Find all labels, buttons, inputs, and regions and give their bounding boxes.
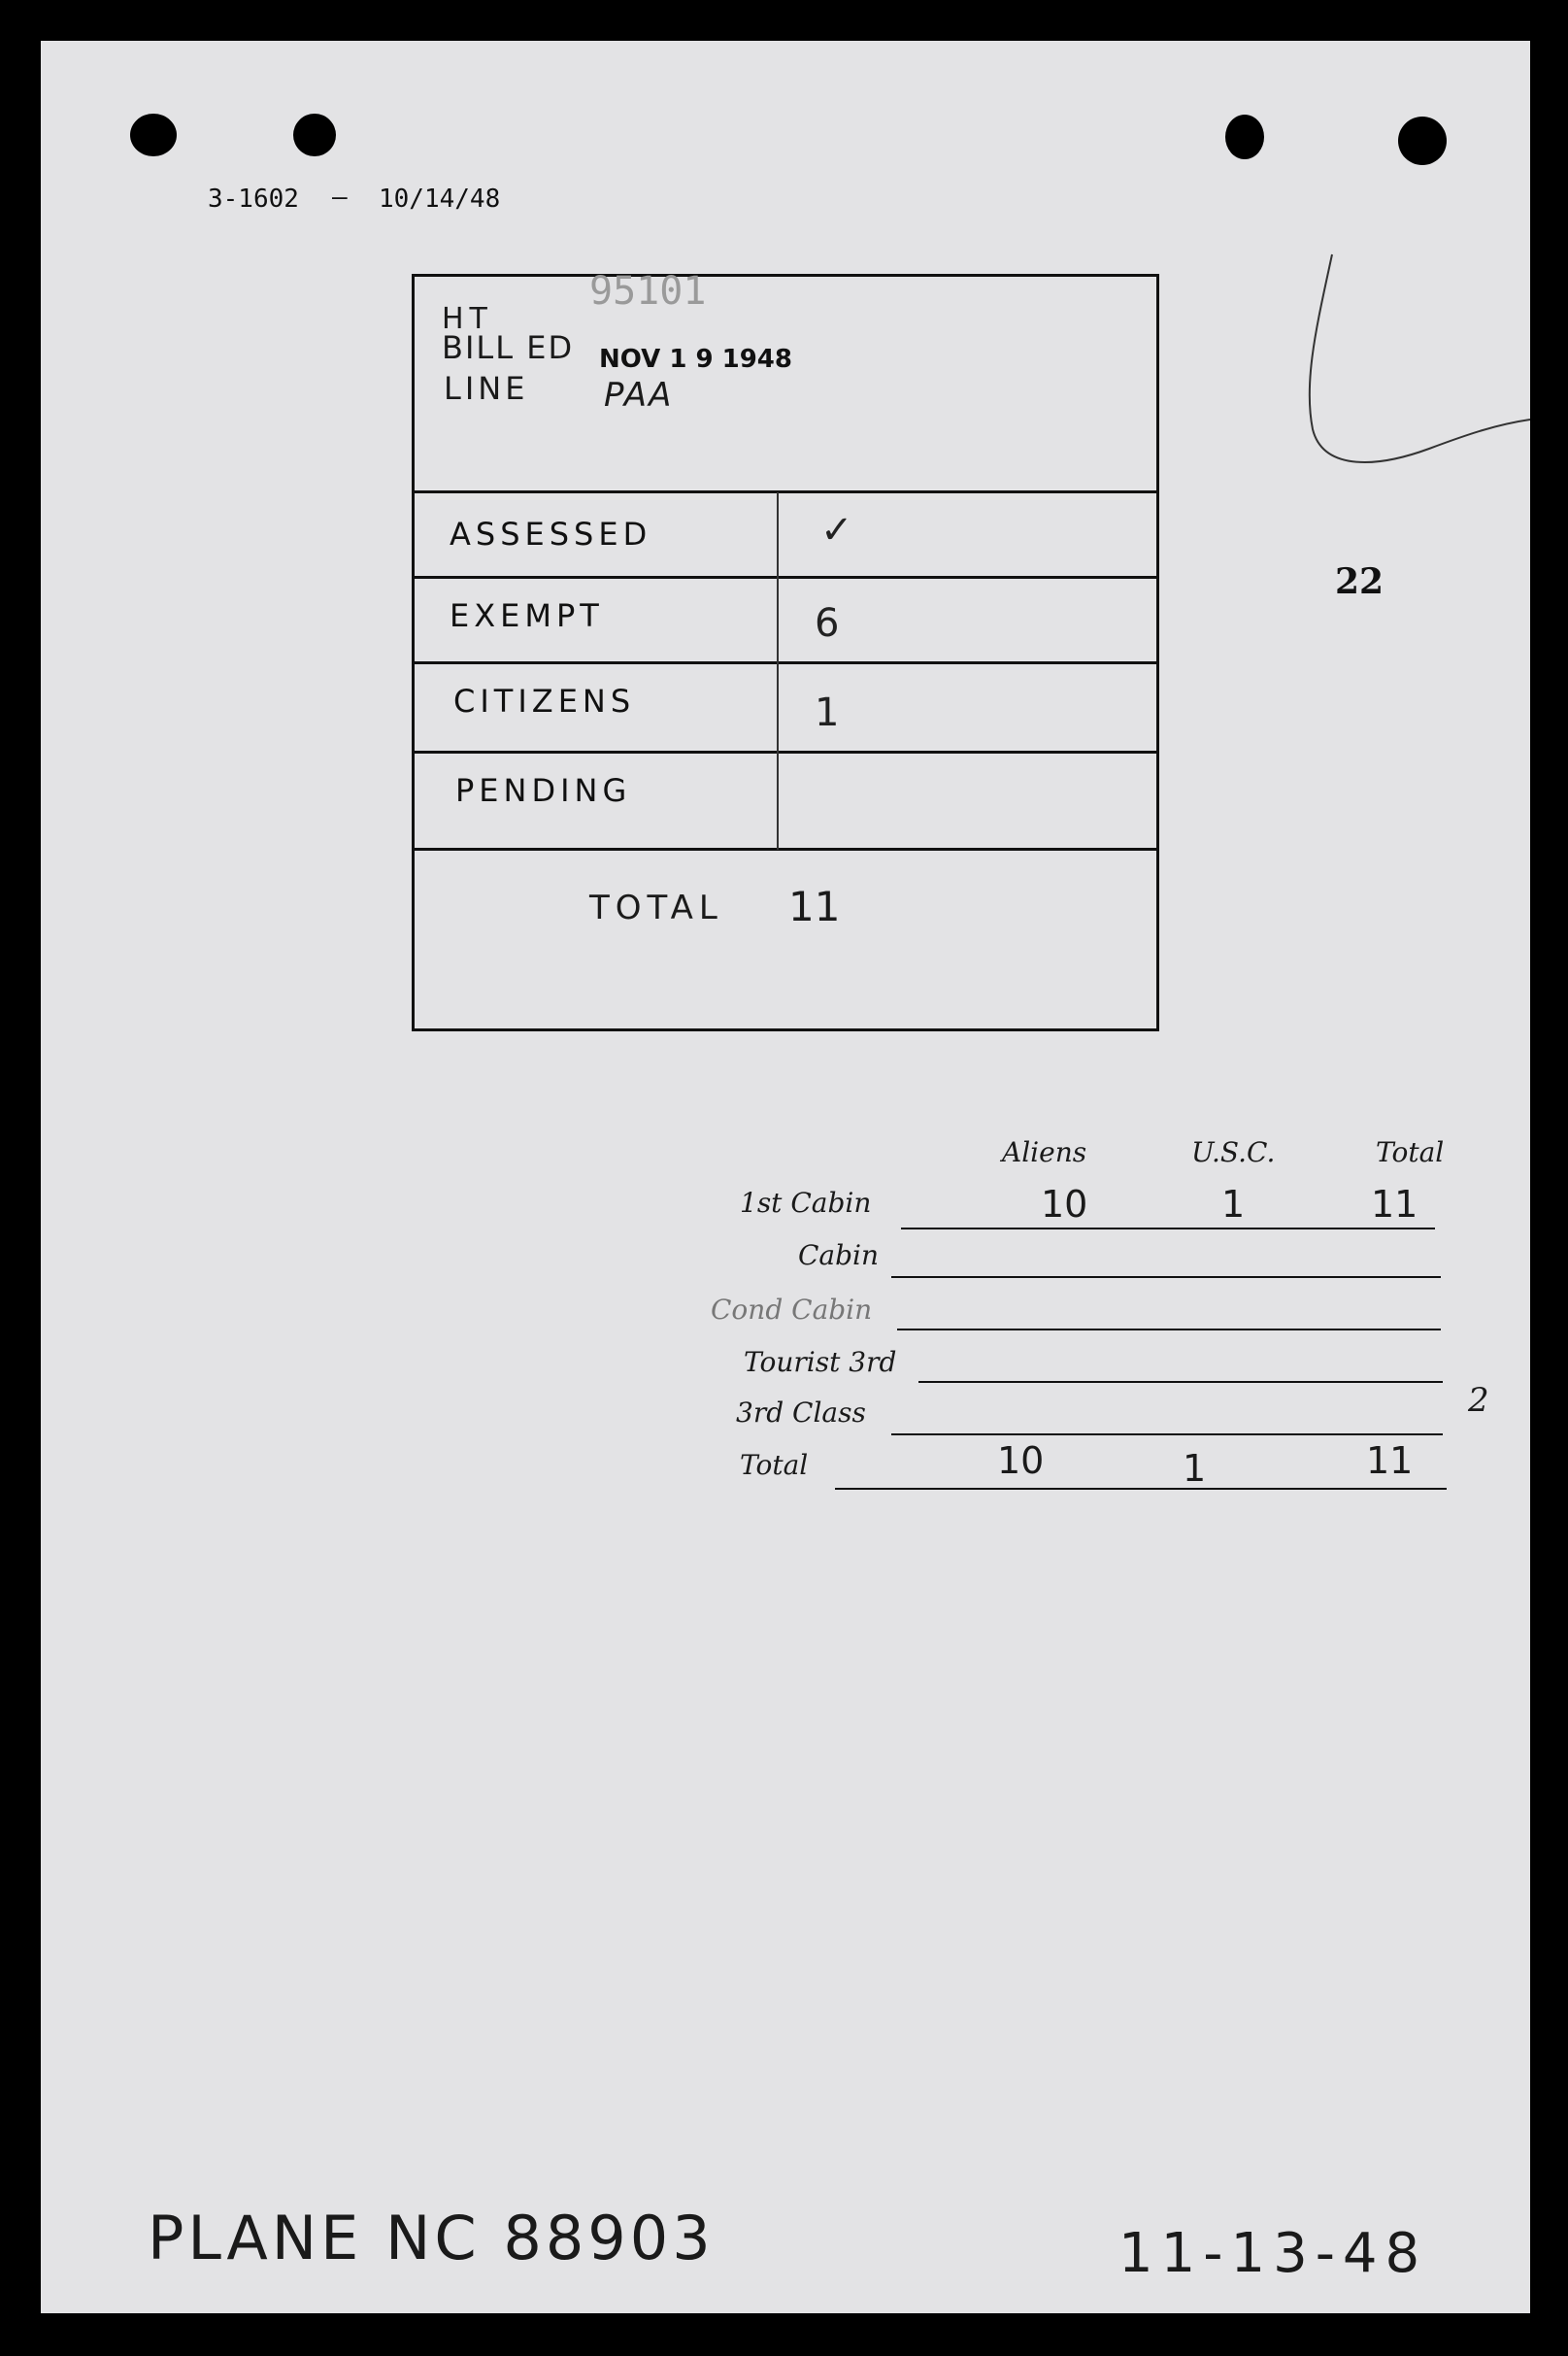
class-row-line xyxy=(918,1381,1443,1383)
row-label-pending: PENDING xyxy=(455,772,632,809)
stamp-billed-label: BILL ED xyxy=(442,329,575,366)
punch-hole-left-2 xyxy=(293,114,336,156)
class-row-line xyxy=(897,1329,1441,1330)
stamp-divider xyxy=(415,576,1156,579)
stamp-line-label: LINE xyxy=(444,370,529,407)
class-row-label: 3rd Class xyxy=(736,1397,866,1429)
row-value-citizens: 1 xyxy=(815,690,840,735)
class-row-total: 11 xyxy=(1366,1439,1414,1482)
stamp-divider xyxy=(415,751,1156,754)
header-dash: — xyxy=(332,183,348,212)
plane-identifier: PLANE NC 88903 xyxy=(148,2203,715,2273)
inspection-stamp-box xyxy=(412,269,1159,1031)
row-label-assessed: ASSESSED xyxy=(450,516,652,553)
stamp-serial: 95101 xyxy=(589,269,707,314)
class-row-label: Tourist 3rd xyxy=(744,1346,897,1378)
class-row-label: 1st Cabin xyxy=(740,1187,872,1219)
class-row-line xyxy=(901,1228,1435,1229)
document-page xyxy=(41,41,1530,2313)
header-date: 10/14/48 xyxy=(379,185,501,214)
stamp-line-value: PAA xyxy=(604,376,674,415)
punch-hole-right-2 xyxy=(1398,117,1447,165)
column-header-aliens: Aliens xyxy=(1002,1136,1087,1168)
row-value-assessed: ✓ xyxy=(820,508,853,553)
stamp-column-divider xyxy=(777,492,779,850)
class-row-aliens: 10 xyxy=(997,1439,1045,1482)
class-row-usc: 1 xyxy=(1221,1183,1246,1226)
stamp-billed-date: NOV 1 9 1948 xyxy=(599,345,792,374)
row-label-exempt: EXEMPT xyxy=(450,597,604,634)
class-row-label: Cond Cabin xyxy=(711,1294,873,1326)
stamp-divider xyxy=(415,848,1156,851)
class-row-aliens: 10 xyxy=(1041,1183,1088,1226)
page-number: 22 xyxy=(1335,561,1385,602)
footer-date: 11-13-48 xyxy=(1118,2222,1428,2285)
class-row-label: Total xyxy=(740,1449,809,1481)
column-header-usc: U.S.C. xyxy=(1191,1136,1276,1168)
punch-hole-left-1 xyxy=(130,114,177,156)
class-row-usc: 1 xyxy=(1183,1447,1207,1490)
margin-mark: 2 xyxy=(1468,1381,1489,1420)
column-header-total: Total xyxy=(1376,1136,1445,1168)
pencil-curve-mark xyxy=(1264,216,1530,507)
stamp-ht: HT xyxy=(442,302,493,336)
row-value-exempt: 6 xyxy=(815,601,840,646)
stamp-divider xyxy=(415,490,1156,493)
file-reference: 3-1602 xyxy=(208,185,299,214)
class-row-total: 11 xyxy=(1371,1183,1418,1226)
class-row-line xyxy=(891,1433,1443,1435)
class-row-label: Cabin xyxy=(798,1239,880,1271)
stamp-total-label: TOTAL xyxy=(589,889,723,927)
punch-hole-right-1 xyxy=(1225,115,1264,159)
class-row-line xyxy=(835,1488,1447,1490)
stamp-divider xyxy=(415,661,1156,664)
stamp-total-value: 11 xyxy=(788,883,841,930)
class-row-line xyxy=(891,1276,1441,1278)
row-label-citizens: CITIZENS xyxy=(453,683,636,720)
